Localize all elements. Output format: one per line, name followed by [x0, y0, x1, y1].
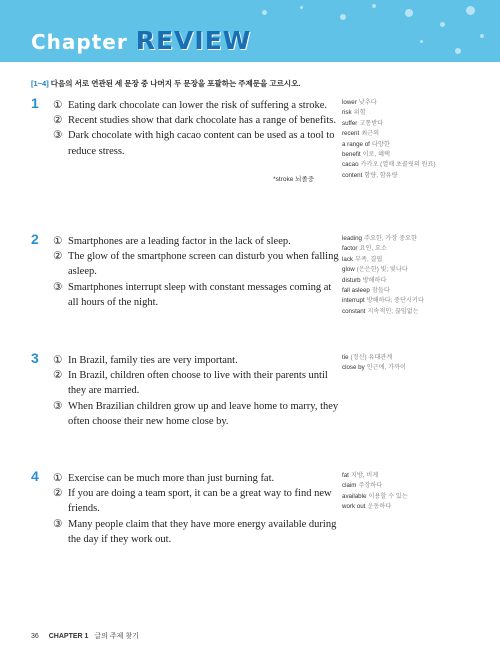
vocab-item: fall asleep 잠들다 [342, 287, 390, 295]
option-mark: ② [53, 370, 63, 382]
sentence-text: Recent studies show that dark chocolate has a range of benefits. [68, 115, 336, 127]
sentence-option-2[interactable] [53, 368, 343, 398]
sentence-option-1[interactable] [53, 234, 343, 249]
sentence-option-2[interactable] [53, 249, 343, 279]
sentence-text: In Brazil, family ties are very important. [68, 355, 238, 366]
vocab-item: suffer 고통받다 [342, 119, 384, 127]
vocab-item: factor 요인, 요소 [342, 245, 387, 253]
vocab-item: glow (은은한) 빛; 빛나다 [342, 266, 408, 274]
decor-dot [372, 4, 376, 8]
sentence-option-3[interactable] [53, 399, 343, 429]
sentence-option-2[interactable] [53, 486, 343, 516]
sentence-text: Exercise can be much more than just burning fat. [68, 473, 275, 484]
footer-chapter-title: 글의 주제 찾기 [94, 633, 139, 640]
footer-chapter: CHAPTER 1 [48, 633, 89, 640]
vocab-item: work out 운동하다 [342, 503, 392, 511]
sentence-list [53, 353, 343, 429]
vocab-item: content 함량, 함유량 [342, 171, 398, 179]
option-mark: ① [53, 473, 63, 484]
sentence-text: Eating dark chocolate can lower the risk of suffering a stroke. [68, 100, 328, 111]
decor-dot [455, 48, 461, 54]
option-mark: ③ [53, 130, 63, 142]
sentence-option-1[interactable] [53, 353, 343, 368]
vocab-item: a range of 다양한 [342, 140, 390, 148]
question-number: 1 [31, 95, 39, 111]
vocab-item: tie (정신) 유대관계 [342, 354, 393, 361]
vocab-list [342, 471, 482, 513]
option-mark: ② [53, 251, 63, 263]
sentence-list [53, 234, 343, 310]
option-mark: ③ [53, 400, 63, 412]
page-number: 36 [31, 633, 39, 640]
option-mark: ③ [53, 518, 63, 530]
decor-dot [466, 6, 475, 15]
sentence-option-3[interactable] [53, 280, 343, 310]
question-number: 2 [31, 231, 39, 247]
decor-dot [262, 10, 267, 15]
option-mark: ① [53, 355, 63, 366]
decor-dot [405, 9, 413, 17]
vocab-item: cacao 카카오 (열매 초콜릿의 원료) [342, 161, 436, 169]
vocab-item: close by 인근에, 가까이 [342, 364, 407, 372]
sentence-text: Many people claim that they have more energy available during the day if they work out. [68, 518, 337, 545]
vocab-item: disturb 방해하다 [342, 276, 387, 284]
vocab-item: lower 낮추다 [342, 99, 377, 106]
sentence-list [53, 98, 343, 159]
vocab-item: benefit 이로, 혜택 [342, 151, 390, 159]
sentence-list [53, 471, 343, 547]
option-mark: ① [53, 100, 63, 111]
vocab-item: recent 최근의 [342, 130, 380, 138]
sentence-text: In Brazil, children often choose to live with their parents until they are married. [68, 370, 328, 397]
vocab-item: interrupt 방해하다; 중단시키다 [342, 297, 424, 305]
vocab-item: available 이용할 수 있는 [342, 492, 408, 500]
title-review-text: REVIEW [135, 26, 252, 55]
vocab-list [342, 234, 482, 317]
vocab-item: claim 주장하다 [342, 482, 383, 490]
vocab-item: leading 주요한, 가장 중요한 [342, 235, 417, 242]
sentence-option-3[interactable] [53, 517, 343, 547]
vocab-item: constant 지속적인; 끊임없는 [342, 307, 419, 315]
decor-dot [340, 14, 346, 20]
decor-dot [480, 34, 484, 38]
sentence-option-1[interactable] [53, 471, 343, 486]
vocab-item: risk 위험 [342, 109, 366, 117]
sentence-text: Smartphones interrupt sleep with constant messages coming at all hours of the night. [68, 281, 332, 308]
sentence-option-3[interactable] [53, 128, 343, 158]
vocab-list [342, 98, 482, 181]
option-mark: ② [53, 488, 63, 500]
instruction-range: [1~4] [31, 79, 49, 88]
chapter-header-band [0, 0, 500, 62]
sentence-text: If you are doing a team sport, it can be a great way to find new friends. [68, 488, 332, 515]
vocab-list [342, 353, 482, 374]
sentence-option-1[interactable] [53, 98, 343, 113]
page-title [31, 26, 251, 55]
sentence-text: The glow of the smartphone screen can disturb you when falling asleep. [68, 251, 339, 278]
decor-dot [300, 6, 303, 9]
sentence-text: Smartphones are a leading factor in the lack of sleep. [68, 236, 291, 247]
instruction-line [31, 78, 300, 89]
question-number: 4 [31, 468, 39, 484]
vocab-item: fat 지방, 비계 [342, 472, 379, 479]
option-mark: ① [53, 236, 63, 247]
page-footer [31, 631, 139, 641]
option-mark: ③ [53, 281, 63, 293]
vocab-item: lack 부족, 결핍 [342, 255, 383, 263]
title-chapter-text: Chapter [31, 30, 128, 54]
question-number: 3 [31, 350, 39, 366]
sentence-text: When Brazilian children grow up and leave home to marry, they often choose their new home close by. [68, 400, 339, 427]
sentence-text: Dark chocolate with high cacao content can be used as a tool to reduce stress. [68, 130, 335, 157]
sentence-option-2[interactable] [53, 113, 343, 128]
decor-dot [420, 40, 423, 43]
decor-dot [440, 22, 445, 27]
option-mark: ② [53, 115, 63, 127]
footnote: *stroke 뇌졸중 [273, 176, 314, 183]
instruction-text: 다음의 서로 연관된 세 문장 중 나머지 두 문장을 포괄하는 주제문을 고르시오. [48, 79, 301, 88]
